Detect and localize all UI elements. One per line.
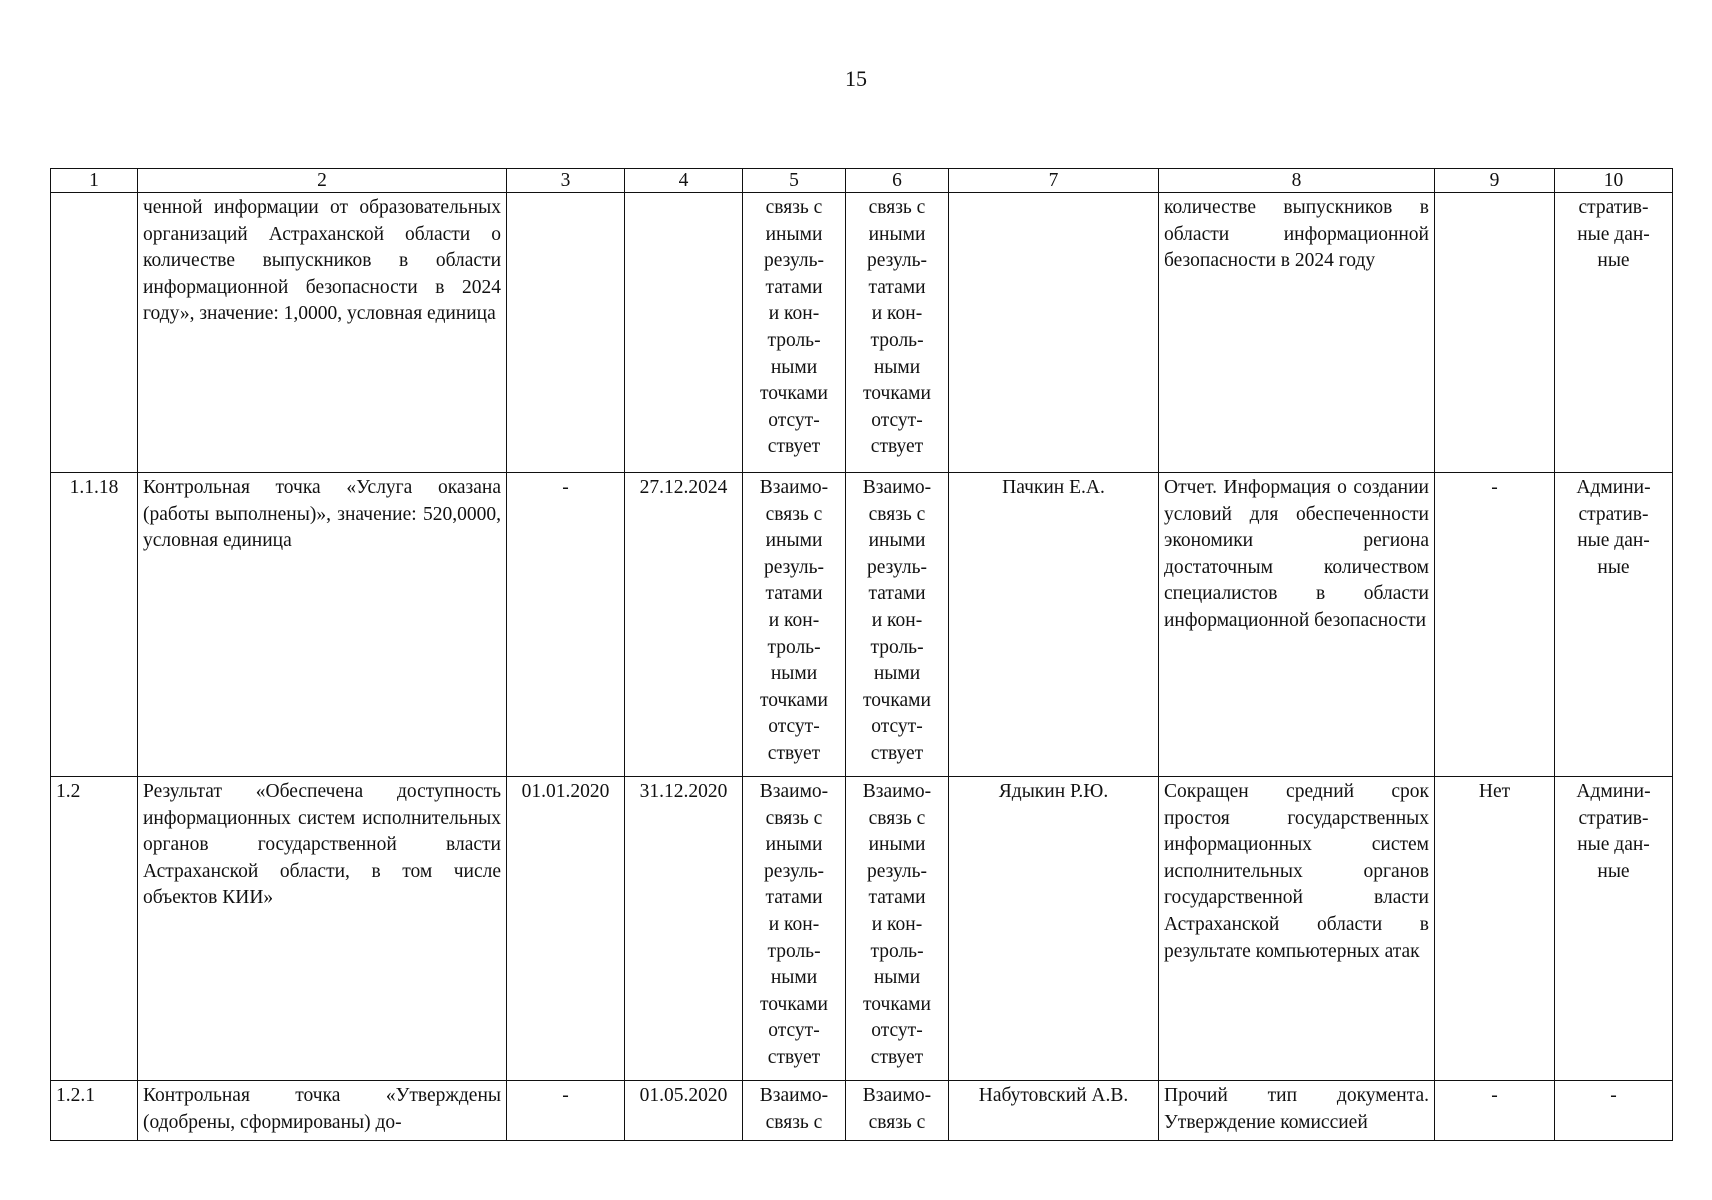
row-flag: - — [1435, 473, 1555, 777]
row-start-date: - — [507, 1081, 625, 1141]
row-link-previous: связь с иными резуль- татами и кон- троль- ными точками отсут- ствует — [743, 193, 846, 473]
control-points-table — [50, 168, 1673, 1141]
row-responsible: Пачкин Е.А. — [949, 473, 1159, 777]
row-number: 1.2 — [51, 777, 138, 1081]
row-start-date — [507, 193, 625, 473]
row-end-date — [625, 193, 743, 473]
row-document: Отчет. Информация о создании условий для обеспеченности экономики региона достаточным количеством специалистов в области информационной безопасности — [1159, 473, 1435, 777]
row-link-next: Взаимо- связь с иными резуль- татами и кон- троль- ными точками отсут- ствует — [846, 473, 949, 777]
row-responsible: Набутовский А.В. — [949, 1081, 1159, 1141]
row-link-previous: Взаимо- связь с иными резуль- татами и кон- троль- ными точками отсут- ствует — [743, 473, 846, 777]
row-responsible — [949, 193, 1159, 473]
header-cell-8: 8 — [1159, 169, 1435, 193]
row-responsible: Ядыкин Р.Ю. — [949, 777, 1159, 1081]
row-description: Контрольная точка «Утверждены (одобрены, сформированы) до- — [138, 1081, 507, 1141]
row-start-date: 01.01.2020 — [507, 777, 625, 1081]
table-row — [51, 473, 1673, 777]
row-description: Контрольная точка «Услуга оказана (работы выполнены)», значение: 520,0000, условная единица — [138, 473, 507, 777]
header-row — [51, 169, 1673, 193]
row-number: 1.1.18 — [51, 473, 138, 777]
row-document: количестве выпускников в области информационной безопасности в 2024 году — [1159, 193, 1435, 473]
row-description: Результат «Обеспечена доступность информационных систем исполнительных органов государственной власти Астраханской области, в том числе объектов КИИ» — [138, 777, 507, 1081]
row-end-date: 31.12.2020 — [625, 777, 743, 1081]
table-row — [51, 1081, 1673, 1141]
row-source: стратив- ные дан- ные — [1555, 193, 1673, 473]
row-link-next: Взаимо- связь с — [846, 1081, 949, 1141]
header-cell-4: 4 — [625, 169, 743, 193]
row-source: - — [1555, 1081, 1673, 1141]
header-cell-1: 1 — [51, 169, 138, 193]
row-end-date: 01.05.2020 — [625, 1081, 743, 1141]
header-cell-7: 7 — [949, 169, 1159, 193]
header-cell-3: 3 — [507, 169, 625, 193]
header-cell-6: 6 — [846, 169, 949, 193]
row-link-next: Взаимо- связь с иными резуль- татами и кон- троль- ными точками отсут- ствует — [846, 777, 949, 1081]
row-number — [51, 193, 138, 473]
row-description: ченной информации от образовательных организаций Астраханской области о количестве выпускников в области информационной безопасности в 2024 году», значение: 1,0000, условная единица — [138, 193, 507, 473]
page-number: 15 — [845, 66, 867, 91]
row-source: Админи- стратив- ные дан- ные — [1555, 777, 1673, 1081]
row-link-previous: Взаимо- связь с иными резуль- татами и кон- троль- ными точками отсут- ствует — [743, 777, 846, 1081]
row-flag: - — [1435, 1081, 1555, 1141]
header-cell-9: 9 — [1435, 169, 1555, 193]
row-start-date: - — [507, 473, 625, 777]
row-flag — [1435, 193, 1555, 473]
header-cell-10: 10 — [1555, 169, 1673, 193]
row-link-next: связь с иными резуль- татами и кон- троль- ными точками отсут- ствует — [846, 193, 949, 473]
row-flag: Нет — [1435, 777, 1555, 1081]
table-row — [51, 193, 1673, 473]
row-end-date: 27.12.2024 — [625, 473, 743, 777]
table-row — [51, 777, 1673, 1081]
row-document: Сокращен средний срок простоя государственных информационных систем исполнительных органов государственной власти Астраханской области в результате компьютерных атак — [1159, 777, 1435, 1081]
row-document: Прочий тип документа. Утверждение комиссией — [1159, 1081, 1435, 1141]
row-link-previous: Взаимо- связь с — [743, 1081, 846, 1141]
row-number: 1.2.1 — [51, 1081, 138, 1141]
header-cell-2: 2 — [138, 169, 507, 193]
header-cell-5: 5 — [743, 169, 846, 193]
row-source: Админи- стратив- ные дан- ные — [1555, 473, 1673, 777]
